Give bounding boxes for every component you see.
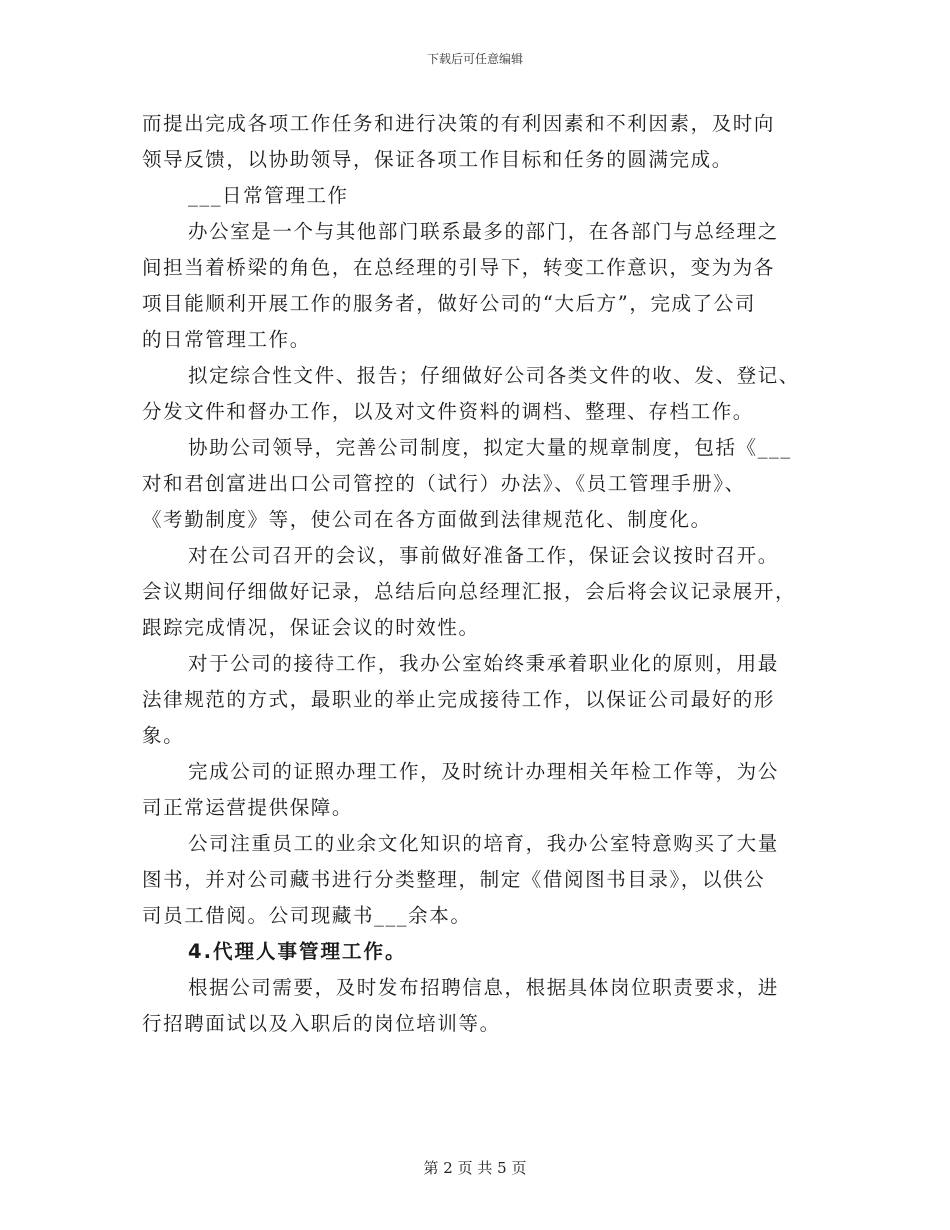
text-line: 的日常管理工作。 [142,328,311,351]
page-header: 下载后可任意编辑 [426,52,523,66]
text-line: 完成公司的证照办理工作，及时统计办理相关年检工作等，为公 [188,760,779,783]
text-line: 《考勤制度》等，使公司在各方面做到法律规范化、制度化。 [142,508,712,531]
text-line: 会议期间仔细做好记录，总结后向总经理汇报，会后将会议记录展开， [142,580,797,603]
section-heading: 4.代理人事管理工作。 [188,940,407,963]
text-line: 领导反馈，以协助领导，保证各项工作目标和任务的圆满完成。 [142,148,733,171]
text-line: 根据公司需要，及时发布招聘信息，根据具体岗位职责要求，进 [188,976,779,999]
text-line: 办公室是一个与其他部门联系最多的部门，在各部门与总经理之 [188,220,779,243]
text-line: 而提出完成各项工作任务和进行决策的有利因素和不利因素，及时向 [142,112,776,135]
text-line: 图书，并对公司藏书进行分类整理，制定《借阅图书目录》，以供公 [142,868,766,891]
text-line: 行招聘面试以及入职后的岗位培训等。 [142,1012,501,1035]
text-line: 对和君创富进出口公司管控的（试行）办法》、《员工管理手册》、 [142,472,746,495]
text-line: 分发文件和督办工作，以及对文件资料的调档、整理、存档工作。 [142,400,754,423]
text-line: 象。 [142,724,185,747]
text-line: 拟定综合性文件、报告；仔细做好公司各类文件的收、发、登记、 [188,364,800,387]
text-line: 项目能顺利开展工作的服务者，做好公司的“大后方”，完成了公司 [142,292,756,315]
text-line: 跟踪完成情况，保证会议的时效性。 [142,616,480,639]
text-line: 协助公司领导，完善公司制度，拟定大量的规章制度，包括《___ [188,436,792,459]
text-line: 法律规范的方式，最职业的举止完成接待工作，以保证公司最好的形 [142,688,776,711]
text-line: 对于公司的接待工作，我办公室始终秉承着职业化的原则，用最 [188,652,779,675]
text-line: 对在公司召开的会议，事前做好准备工作，保证会议按时召开。 [188,544,779,567]
document-body [142,106,806,1042]
text-line: 公司注重员工的业余文化知识的培育，我办公室特意购买了大量 [188,832,779,855]
page-footer: 第 2 页 共 5 页 [423,1159,527,1177]
text-line: 司员工借阅。公司现藏书___余本。 [142,904,472,927]
text-line: 司正常运营提供保障。 [142,796,354,819]
text-line: 间担当着桥梁的角色，在总经理的引导下，转变工作意识，变为为各 [142,256,776,279]
text-line: ___日常管理工作 [188,184,349,207]
